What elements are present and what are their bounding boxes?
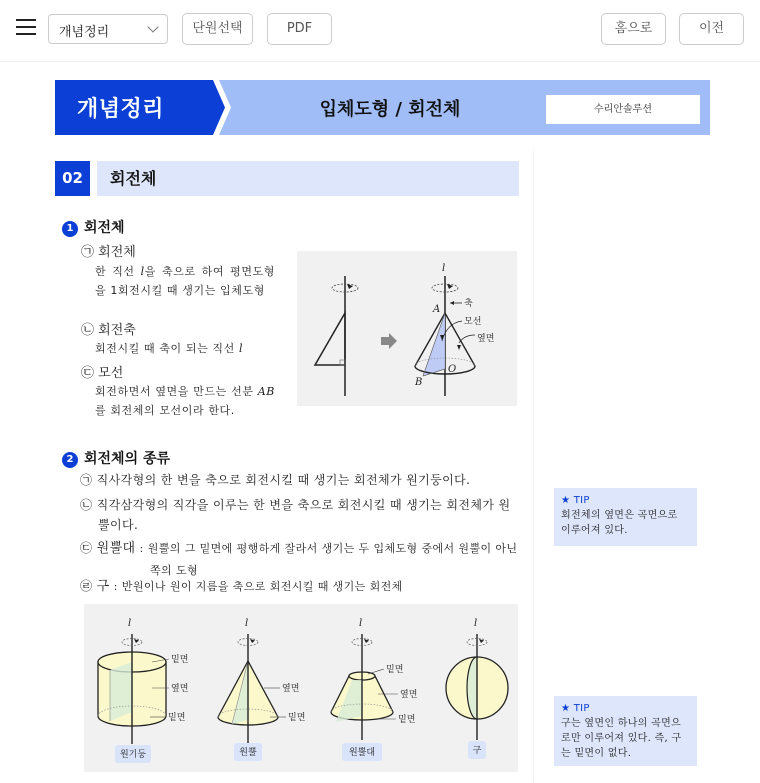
- item-text: 직사각형의 한 변을 축으로 회전시킬 때 생기는 회전체가 원기둥이다.: [96, 473, 471, 487]
- svg-text:밑면: 밑면: [386, 665, 404, 675]
- item-marker: ㉡: [81, 323, 95, 338]
- item-head: [81, 319, 136, 338]
- text: 회전시킬 때 축이 되는 직선: [95, 342, 239, 355]
- math-var: AB: [257, 385, 275, 398]
- svg-text:밑면: 밑면: [168, 713, 186, 723]
- top-toolbar: [0, 0, 760, 62]
- svg-text:밑면: 밑면: [288, 713, 306, 723]
- svg-text:옆면: 옆면: [171, 684, 189, 694]
- mode-select-value: 개념정리: [59, 25, 110, 40]
- text: 을 축으로 하여 평면도형을 1회전시킬 때 생기는 입체도형: [95, 265, 275, 297]
- item-marker: ㉢: [81, 366, 95, 381]
- previous-button[interactable]: 이전: [679, 13, 744, 45]
- list-item: [80, 470, 520, 490]
- item-title: 모선: [98, 366, 124, 381]
- mode-select[interactable]: [48, 14, 168, 44]
- svg-text:옆면: 옆면: [400, 690, 418, 700]
- title-banner: [55, 80, 710, 135]
- column-divider: [533, 150, 534, 783]
- tip-heading: ★ TIP: [561, 495, 590, 506]
- brand-label: 수리안솔루션: [546, 95, 700, 124]
- item-head: [81, 241, 136, 260]
- home-button[interactable]: 홈으로: [601, 13, 666, 45]
- item-title: 회전축: [98, 323, 136, 338]
- math-var: l: [140, 265, 145, 278]
- svg-text:O: O: [448, 364, 457, 375]
- cone-rotation-diagram: [297, 251, 517, 406]
- math-var: l: [238, 342, 244, 355]
- item-term: 구: [96, 579, 110, 594]
- svg-text:원뿔대: 원뿔대: [348, 748, 376, 758]
- banner-chevron-icon: [205, 80, 231, 135]
- item-marker: ㉣: [80, 579, 93, 593]
- unit-select-button[interactable]: 단원선택: [182, 13, 253, 45]
- tip-heading: ★ TIP: [561, 703, 590, 714]
- item-text: 반원이나 원이 지름을 축으로 회전시킬 때 생기는 회전체: [121, 580, 403, 593]
- tip-box: [554, 696, 697, 766]
- item-text: 원뿔의 그 밑면에 평행하게 잘라서 생기는 두 입체도형 중에서 원뿔이 아닌 쪽의 도형: [147, 542, 518, 577]
- svg-text:옆면: 옆면: [282, 684, 300, 694]
- svg-text:밑면: 밑면: [398, 715, 416, 725]
- svg-text:축: 축: [464, 299, 473, 309]
- tip-text: 구는 옆면인 하나의 곡면으로만 이루어져 있다. 즉, 구는 밑면이 없다.: [561, 718, 682, 759]
- text: 회전하면서 옆면을 만드는 선분: [95, 385, 258, 398]
- svg-text:l: l: [359, 618, 363, 629]
- item-marker: ㉠: [81, 245, 95, 260]
- list-item: ㉣ 구 : 반원이나 원이 지름을 축으로 회전시킬 때 생기는 회전체: [80, 579, 403, 594]
- list-item: ㉢ 원뿔대 : 원뿔의 그 밑면에 평행하게 잘라서 생기는 두 입체도형 중에서 원뿔이 아닌 쪽의 도형: [80, 541, 518, 577]
- svg-text:l: l: [474, 618, 478, 629]
- axis-label: l: [442, 263, 446, 274]
- text: 한 직선: [95, 265, 141, 278]
- subheading-1: [62, 217, 125, 237]
- banner-tag: [55, 80, 205, 135]
- tip-text: 회전체의 옆면은 곡면으로 이루어져 있다.: [561, 510, 678, 536]
- tip-box: [554, 488, 697, 546]
- item-text: 직각삼각형의 직각을 이루는 한 변을 축으로 회전시킬 때 생기는 회전체가 원뿔이다.: [96, 498, 511, 532]
- svg-text:A: A: [433, 304, 441, 315]
- svg-text:구: 구: [472, 746, 482, 756]
- svg-text:원뿔: 원뿔: [239, 748, 257, 758]
- page-title: 입체도형 / 회전체: [319, 99, 461, 120]
- svg-text:l: l: [245, 618, 249, 629]
- subheading-2: [62, 448, 170, 468]
- item-marker: ㉡: [80, 498, 93, 512]
- item-marker: ㉠: [80, 473, 93, 487]
- text: 를 회전체의 모선이라 한다.: [95, 404, 235, 417]
- svg-text:l: l: [128, 618, 132, 629]
- number-badge: 1: [62, 221, 78, 237]
- section-number: 02: [55, 161, 90, 196]
- svg-text:B: B: [415, 377, 423, 388]
- subheading-label: 회전체: [84, 220, 125, 236]
- item-term: 원뿔대: [96, 541, 136, 556]
- svg-text:밑면: 밑면: [171, 655, 189, 665]
- item-head: [81, 362, 123, 381]
- solids-of-revolution-figure: [84, 604, 518, 772]
- item-body: [95, 382, 275, 420]
- item-body: [95, 339, 275, 358]
- item-title: 회전체: [98, 245, 136, 260]
- section-title: 회전체: [97, 161, 519, 196]
- svg-text:모선: 모선: [464, 317, 482, 327]
- item-marker: ㉢: [80, 541, 93, 555]
- banner-tag-label: 개념정리: [77, 97, 165, 122]
- chevron-down-icon: [147, 21, 158, 32]
- number-badge: 2: [62, 452, 78, 468]
- solids-diagram: [84, 604, 518, 772]
- svg-text:원기둥: 원기둥: [119, 750, 147, 760]
- item-body: [95, 262, 275, 300]
- hamburger-icon[interactable]: [16, 18, 36, 36]
- rotation-figure: [297, 251, 517, 406]
- list-item: [80, 495, 520, 535]
- subheading-label: 회전체의 종류: [84, 451, 171, 467]
- svg-text:옆면: 옆면: [477, 334, 495, 344]
- pdf-button[interactable]: PDF: [267, 13, 332, 45]
